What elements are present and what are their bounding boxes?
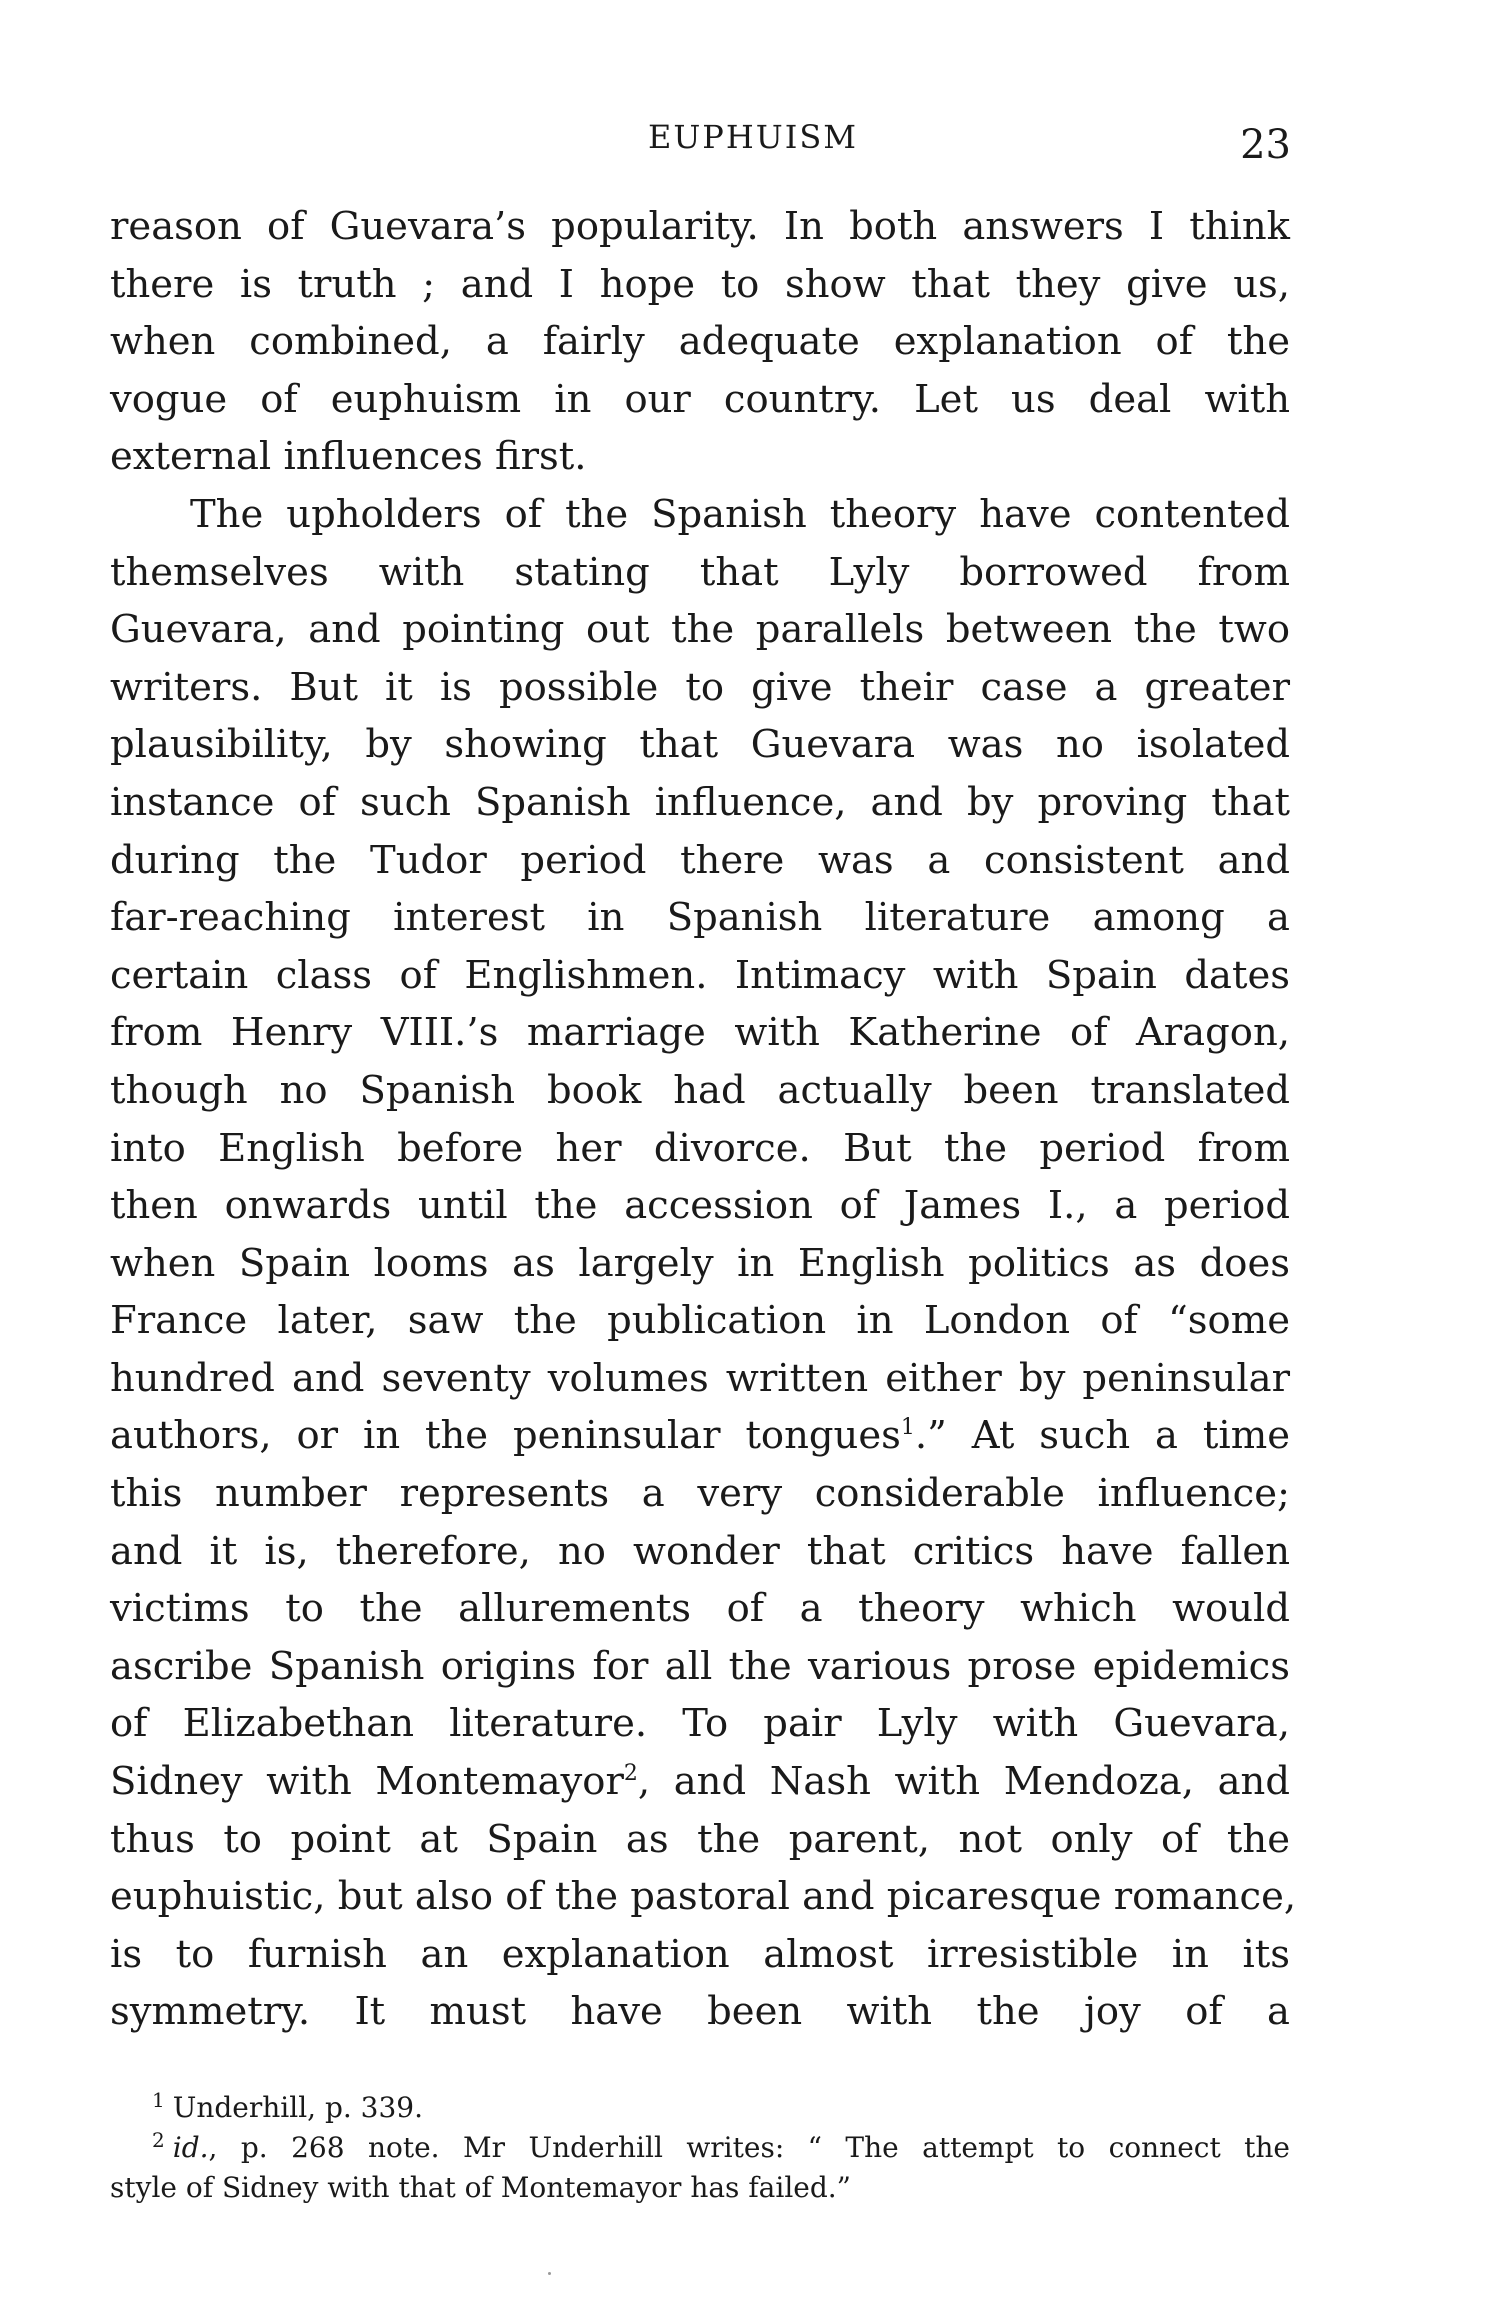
- text-line: Guevara, and pointing out the parallels between the two: [110, 607, 1290, 653]
- footnotes: [110, 2088, 1290, 2208]
- text-line-with-footnote-ref: authors, or in the peninsular tongues$^1$.” At such a time: [110, 1413, 1290, 1459]
- body-text: [110, 198, 1297, 2041]
- text-line: victims to the allurements of a theory which would: [110, 1586, 1290, 1632]
- page-number: 23: [1240, 122, 1291, 168]
- text-line: when Spain looms as largely in English politics as does: [110, 1240, 1290, 1286]
- footnote-marker: 2: [152, 2127, 165, 2152]
- footnote-1: $^1$ Underhill, p. 339.: [152, 2087, 424, 2124]
- text-line: this number represents a very considerable influence;: [110, 1471, 1290, 1517]
- text-line: euphuistic, but also of the pastoral and picaresque romance,: [110, 1874, 1297, 1920]
- footnote-2: $^2$ id., p. 268 note. Mr Underhill writes: “ The attempt to connect the: [152, 2127, 1290, 2164]
- paper-speck: [548, 2272, 551, 2275]
- text-line: France later, saw the publication in London of “some: [110, 1298, 1290, 1344]
- text-line: plausibility, by showing that Guevara was no isolated: [110, 722, 1290, 768]
- text-line: is to furnish an explanation almost irresistible in its: [110, 1931, 1290, 1977]
- text-line: when combined, a fairly adequate explanation of the: [110, 319, 1290, 365]
- text-line: writers. But it is possible to give their case a greater: [110, 664, 1290, 710]
- text-line: instance of such Spanish influence, and by proving that: [110, 779, 1290, 825]
- footnote-ref-1: 1: [900, 1415, 915, 1441]
- text-line-with-footnote-ref: Sidney with Montemayor$^2$, and Nash with Mendoza, and: [110, 1759, 1290, 1805]
- text-line: symmetry. It must have been with the joy of a: [110, 1989, 1290, 2035]
- text-line: of Elizabethan literature. To pair Lyly with Guevara,: [110, 1701, 1290, 1747]
- text-line: though no Spanish book had actually been translated: [110, 1067, 1290, 1113]
- footnote-ref-2: 2: [623, 1761, 638, 1787]
- text-line: thus to point at Spain as the parent, not only of the: [110, 1816, 1290, 1862]
- text-line: far-reaching interest in Spanish literature among a: [110, 895, 1290, 941]
- running-head: [0, 118, 1506, 168]
- text-line: hundred and seventy volumes written either by peninsular: [110, 1355, 1290, 1401]
- footnote-2-continuation: style of Sidney with that of Montemayor has failed.”: [110, 2171, 851, 2204]
- text-line: certain class of Englishmen. Intimacy with Spain dates: [110, 952, 1290, 998]
- text-line: external influences first.: [110, 434, 587, 480]
- text-line: and it is, therefore, no wonder that critics have fallen: [110, 1528, 1290, 1574]
- footnote-marker: 1: [152, 2087, 165, 2112]
- text-line: reason of Guevara’s popularity. In both answers I think: [110, 204, 1290, 249]
- text-line: themselves with stating that Lyly borrowed from: [110, 549, 1290, 595]
- text-line: then onwards until the accession of James I., a period: [110, 1183, 1290, 1229]
- text-line: ascribe Spanish origins for all the various prose epidemics: [110, 1643, 1290, 1689]
- text-line: vogue of euphuism in our country. Let us deal with: [110, 376, 1290, 422]
- text-line: there is truth ; and I hope to show that they give us,: [110, 261, 1290, 307]
- running-title: EUPHUISM: [647, 118, 859, 156]
- text-line: into English before her divorce. But the period from: [110, 1125, 1290, 1171]
- text-line-paragraph-start: The upholders of the Spanish theory have contented: [190, 491, 1290, 537]
- text-line: during the Tudor period there was a consistent and: [110, 837, 1290, 883]
- footnote-id-abbrev: id.: [172, 2131, 209, 2164]
- text-line: from Henry VIII.’s marriage with Katherine of Aragon,: [110, 1010, 1290, 1056]
